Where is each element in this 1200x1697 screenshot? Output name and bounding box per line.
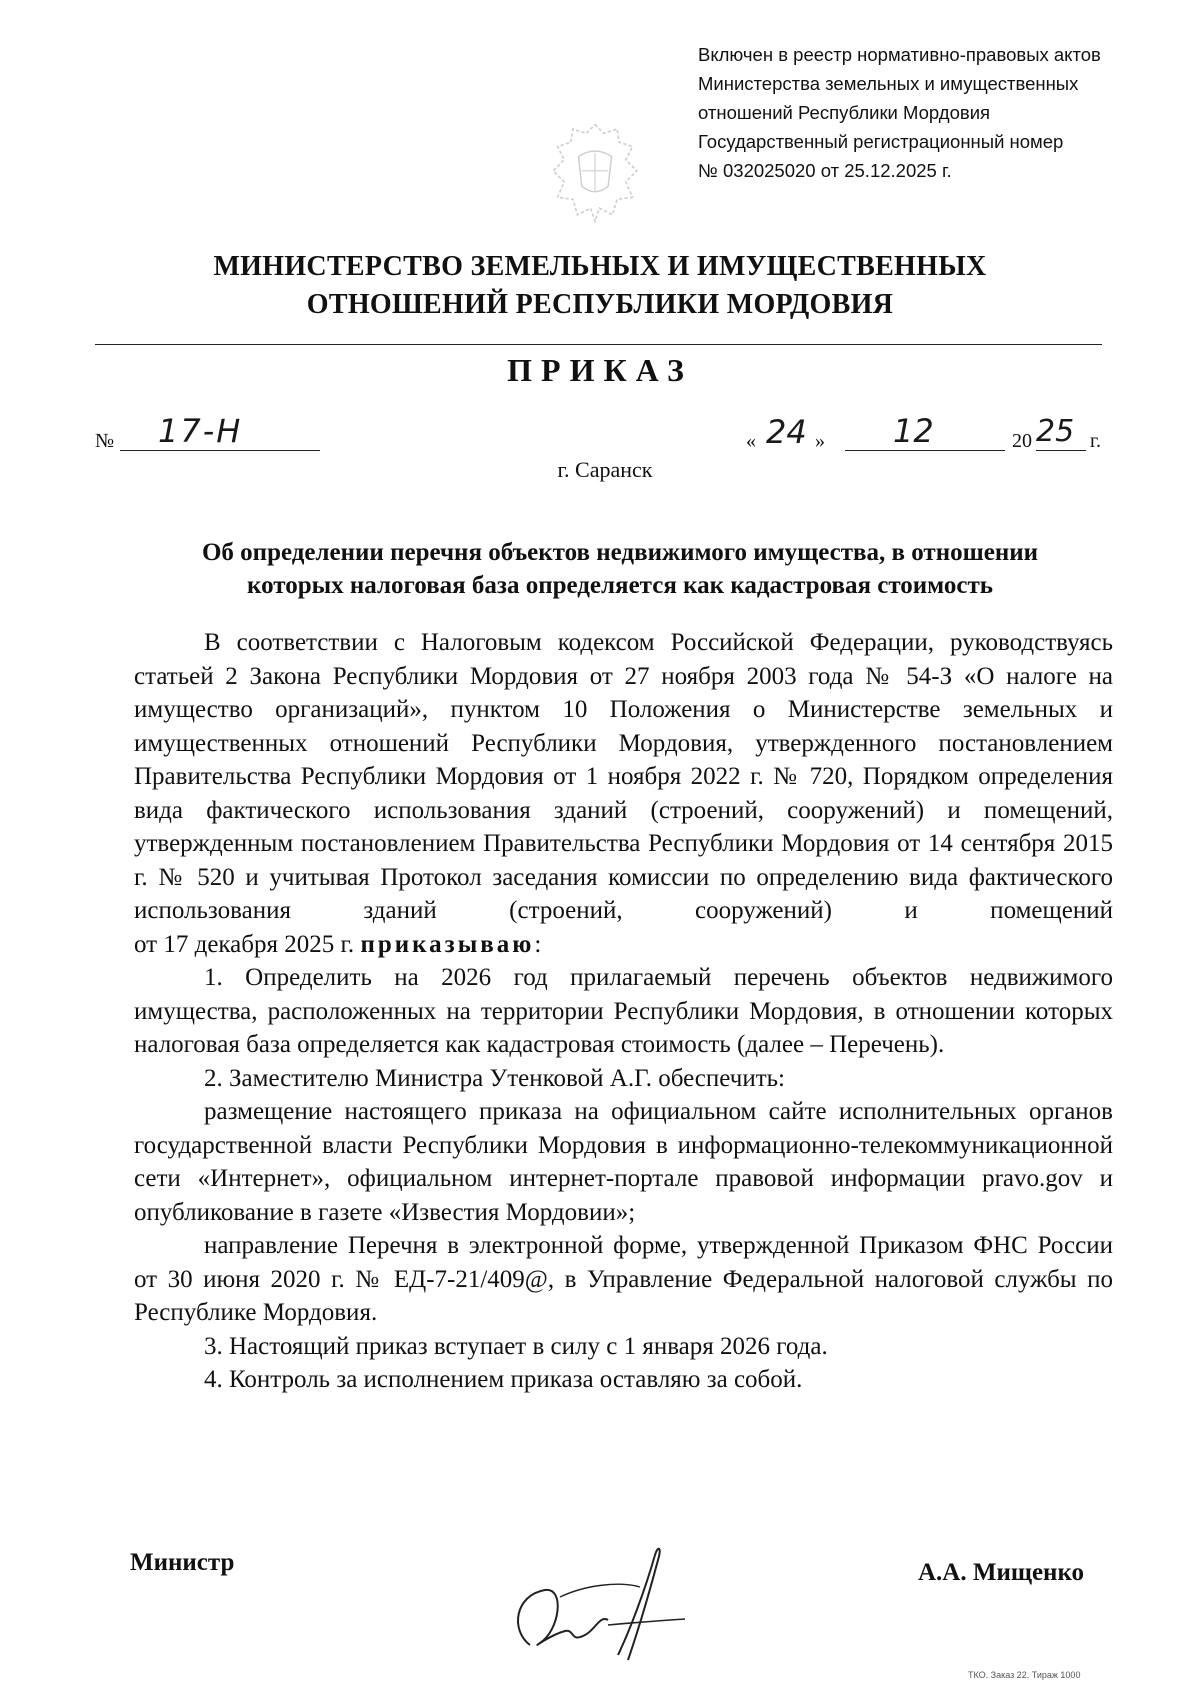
ministry-line: ОТНОШЕНИЙ РЕСПУБЛИКИ МОРДОВИЯ <box>306 289 894 320</box>
registry-stamp <box>698 40 1168 185</box>
document-body <box>134 626 1113 1397</box>
date-day-handwritten: 24 <box>766 413 807 451</box>
clause-2: 2. Заместителю Министра Утенковой А.Г. обеспечить: <box>204 1064 785 1092</box>
date-month-underline <box>845 450 1005 451</box>
order-colon: : <box>534 930 542 958</box>
subject-line: которых налоговая база определяется как кадастровая стоимость <box>247 572 993 599</box>
order-word: приказываю <box>360 930 535 958</box>
protocol-date: от 17 декабря 2025 г. <box>134 930 355 958</box>
order-number-underline <box>120 450 320 451</box>
ministry-line: МИНИСТЕРСТВО ЗЕМЕЛЬНЫХ И ИМУЩЕСТВЕННЫХ <box>213 251 987 282</box>
intro-paragraph: В соответствии с Налоговым кодексом Российской Федерации, руководствуясь статьей 2 Закона Республики Мордовия от 27 ноября 2003 года № 54-З «О налоге на имущество организаций», пунктом 10 Положения о Министерстве земельных и имущественных отношений Республики Мордовия, утвержденного постановлением Правительства Республики Мордовия от 1 ноября 2022 г. № 720, Порядком определения вида фактического использования зданий (строений, сооружений) и помещений, утвержденным постановлением Правительства Республики Мордовия от 14 сентября 2015 г. № 520 и учитывая Протокол заседания комиссии по определению вида фактического использования зданий (строений, сооружений) и помещений <box>134 629 1113 924</box>
intro-tail <box>134 928 1113 962</box>
document-subject <box>130 536 1110 602</box>
clause-3: 3. Настоящий приказ вступает в силу с 1 января 2026 года. <box>204 1332 828 1360</box>
date-quote-close: » <box>815 430 825 452</box>
date-year-handwritten: 25 <box>1036 414 1075 449</box>
ministry-header <box>0 248 1200 324</box>
document-type: ПРИКАЗ <box>507 352 693 388</box>
signatory-name: А.А. Мищенко <box>918 1559 1085 1586</box>
header-divider <box>95 344 1102 345</box>
handwritten-signature-icon <box>490 1535 740 1675</box>
print-mark: ТКО. Заказ 22. Тираж 1000 <box>968 1670 1081 1680</box>
clause-2-submission: направление Перечня в электронной форме, утвержденной Приказом ФНС России от 30 июня 2020 г. № ЕД-7-21/409@, в Управление Федеральной налоговой службы по Республике Мордовия. <box>134 1232 1113 1326</box>
signatory-title: Министр <box>130 1549 235 1576</box>
clause-1: 1. Определить на 2026 год прилагаемый перечень объектов недвижимого имущества, расположенных на территории Республики Мордовия, в отношении которых налоговая база определяется как кадастровая стоимость (далее – Перечень). <box>134 964 1113 1058</box>
clause-2-publication: размещение настоящего приказа на официальном сайте исполнительных органов государственной власти Республики Мордовия в информационно-телекоммуникационной сети «Интернет», официальном интернет-портале правовой информации pravo.gov и опубликование в газете «Известия Мордовии»; <box>134 1098 1113 1226</box>
registry-stamp-line: Министерства земельных и имущественных <box>698 73 1079 94</box>
order-number-handwritten: 17-Н <box>158 412 243 450</box>
city: г. Саранск <box>557 457 653 482</box>
date-month-handwritten: 12 <box>893 412 934 450</box>
coat-of-arms-seal-icon <box>540 118 650 228</box>
date-year-suffix: г. <box>1090 430 1101 452</box>
subject-line: Об определении перечня объектов недвижимого имущества, в отношении <box>201 539 1039 566</box>
date-year-underline <box>1036 450 1086 451</box>
registry-stamp-line: Государственный регистрационный номер <box>698 131 1064 152</box>
registry-stamp-line: Включен в реестр нормативно-правовых актов <box>698 44 1101 65</box>
registry-number: № 032025020 от 25.12.2025 г. <box>698 160 952 181</box>
signature-block <box>0 1535 1200 1675</box>
registry-stamp-line: отношений Республики Мордовия <box>698 102 991 123</box>
date-year-prefix: 20 <box>1012 430 1032 452</box>
clause-4: 4. Контроль за исполнением приказа оставляю за собой. <box>204 1366 803 1393</box>
date-quote-open: « <box>746 430 756 452</box>
order-number-label: № <box>95 430 115 452</box>
